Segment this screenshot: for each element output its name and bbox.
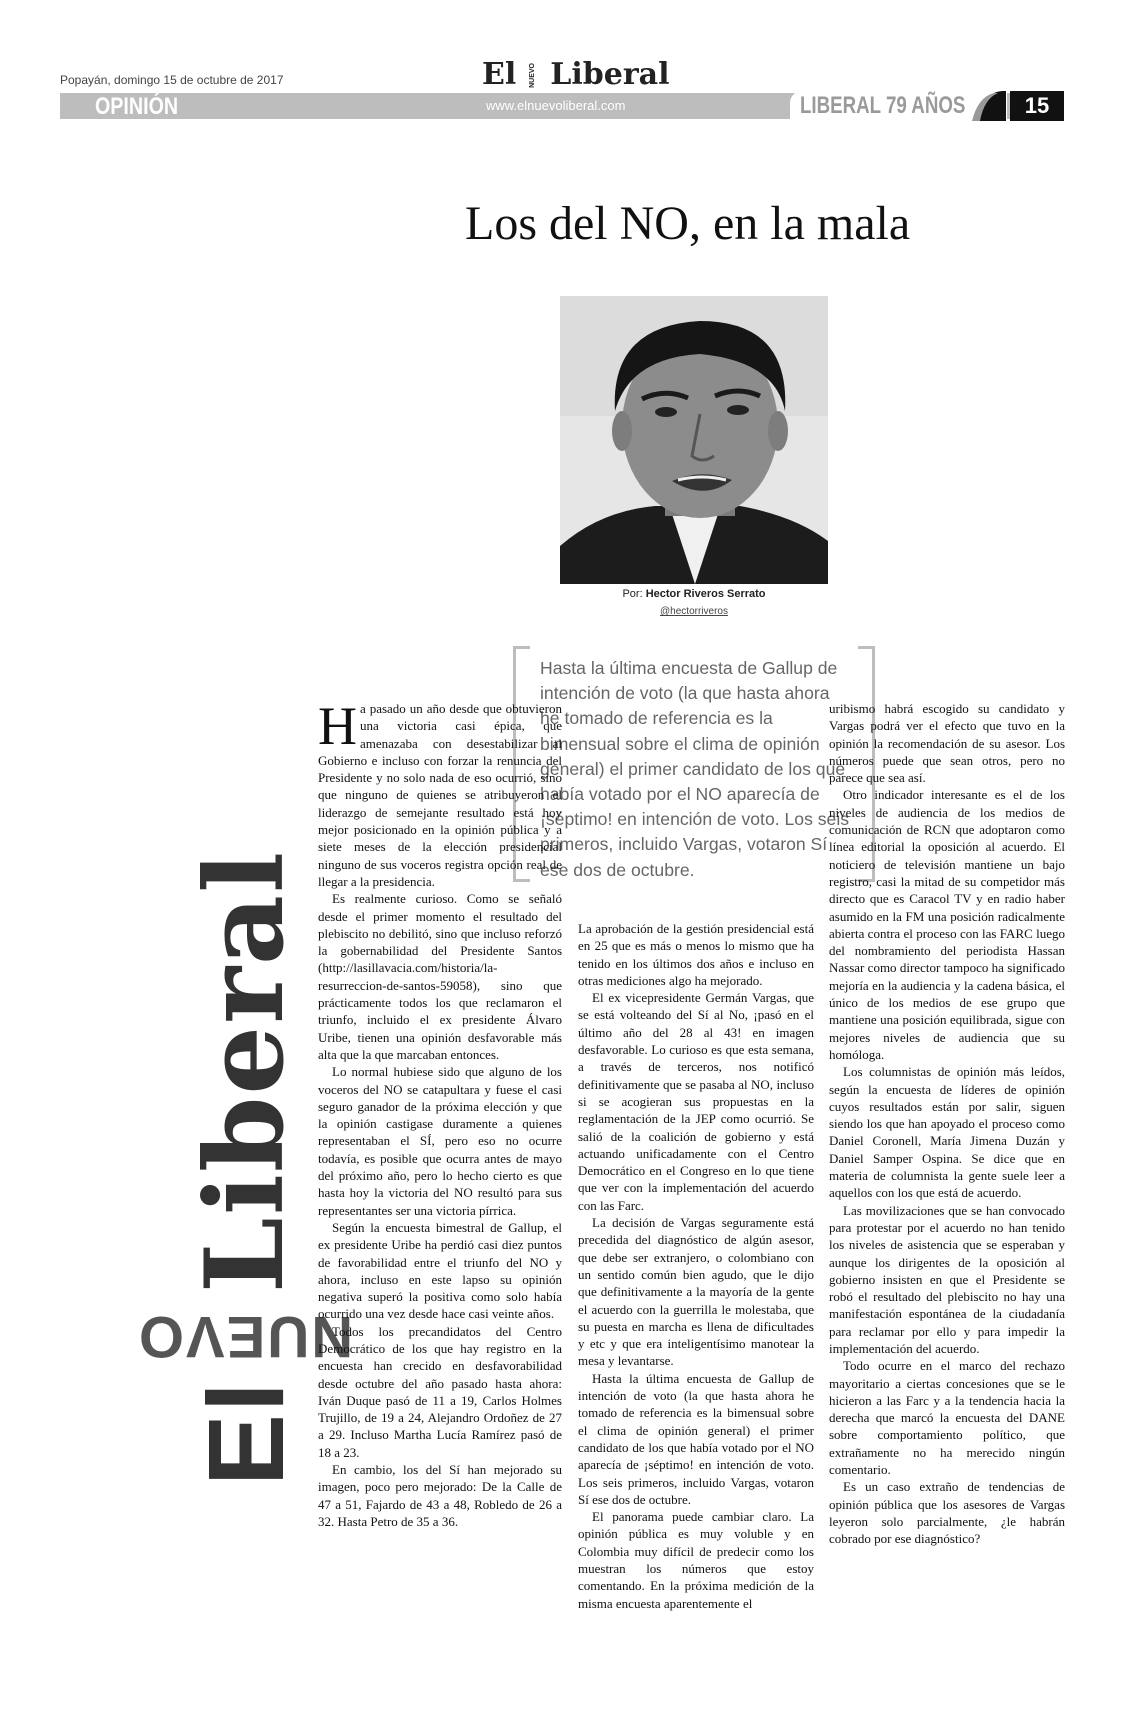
article-column-2 — [578, 920, 814, 1612]
masthead-logo — [482, 56, 669, 90]
paragraph: Todo ocurre en el marco del rechazo mayoritario a ciertas concesiones que se le hicieron a las Farc y a la tendencia hacia la derecha que marcó la encuesta del DANE sobre comportamiento político, que extrañamente no ha merecido ningún comentario. — [829, 1358, 1065, 1478]
paragraph: La decisión de Vargas seguramente está precedida del diagnóstico de algún asesor, que debe ser extranjero, o colombiano con un sentido común bien agudo, que le dijo que definitivamente a la mayoría de la gente el acuerdo con la guerrilla le molestaba, que su puesta en marcha es llena de dificultades y etc y que era inteligentísimo manotear la mesa y levantarse. — [578, 1215, 814, 1369]
vertical-logo-el: El — [184, 1380, 306, 1487]
logo-el: El — [482, 57, 517, 92]
paragraph: El panorama puede cambiar claro. La opinión pública es muy voluble y en Colombia muy difícil de predecir como los muestran los números que estoy comentando. En la próxima medición de la misma encuesta aparentemente el — [578, 1509, 814, 1611]
stripes-icon — [972, 91, 1006, 121]
logo-liberal: Liberal — [550, 57, 670, 92]
logo-nuevo: NUEVO — [529, 63, 537, 88]
vertical-logo-liberal: Liberal — [181, 849, 308, 1294]
website-url[interactable]: www.elnuevoliberal.com — [486, 98, 626, 113]
paragraph: Los columnistas de opinión más leídos, según la encuesta de líderes de opinión cuyos resultados están por salir, siguen siendo los que han apoyado el proceso como Daniel Coronell, María Jimena Duzán y Daniel Samper Ospina. Se dice que en materia de columnista la gente suele leer a aquellos con los que está de acuerdo. — [829, 1064, 1065, 1201]
article-column-3 — [829, 700, 1065, 1548]
vertical-logo-nuevo: NUEVO — [136, 1304, 354, 1370]
paragraph: Hasta la última encuesta de Gallup de intención de voto (la que hasta ahora he tomado de referencia es la bimensual sobre el clima de opinión general) el primer candidato de los que había votado por el NO aparecía de ¡séptimo! en intención de voto. Los seis primeros, incluido Vargas, votaron Sí ese dos de octubre. — [578, 1370, 814, 1507]
article-title: Los del NO, en la mala — [465, 197, 911, 250]
paragraph: Otro indicador interesante es el de los niveles de audiencia de los medios de comunicación de RCN que adoptaron como línea editorial la oposición al acuerdo. El noticiero de televisión mantiene un bajo registro, casi la mitad de su competidor más directo que es Caracol TV y en radio haber asumido en la FM una posición radicalmente abierta contra el proceso con las FARC luego del nombramiento del periodista Hassan Nassar como director tampoco ha significado mejoría en la audiencia y la cadena básica, el único de los medios de ese grupo que mantiene una posición equilibrada, sigue con mejores niveles de audiencia que su homóloga. — [829, 787, 1065, 1062]
paragraph: Las movilizaciones que se han convocado para protestar por el acuerdo no han tenido los niveles de asistencia que se esperaban y aunque los dirigentes de la oposición al gobierno insisten en que el Presidente se robó el resultado del plebiscito no hay una manifestación espontánea de la ciudadanía para reclamar por ello y para impedir la implementación del acuerdo. — [829, 1202, 1065, 1356]
author-portrait-image — [560, 296, 828, 584]
paragraph: uribismo habrá escogido su candidato y Vargas podrá ver el efecto que tuvo en la opinión la recomendación de su asesor. Los números puede que sean otros, pero no parece que sea así. — [829, 701, 1065, 786]
paragraph: Todos los precandidatos del Centro Democrático de los que hay registro en la encuesta han crecido en desfavorabilidad desde octubre del año pasado hasta ahora: Iván Duque pasó de 11 a 19, Carlos Holmes Trujillo, de 19 a 24, Alejandro Ordoñez de 27 a 29. Incluso Martha Lucía Ramírez pasó de 18 a 23. — [318, 1323, 562, 1460]
section-label: OPINIÓN — [95, 93, 179, 120]
drop-cap: H — [318, 696, 357, 756]
article-column-1 — [318, 696, 562, 1530]
pull-quote: Hasta la última encuesta de Gallup de intención de voto (la que hasta ahora he tomado de referencia es la bimensual sobre el clima de opinión general) el primer candidato de los que había votado por el NO aparecía de ¡séptimo! en intención de voto. Los seis primeros, incluido Vargas, votaron Sí ese dos de octubre. — [540, 658, 850, 880]
author-photo — [560, 296, 828, 584]
paragraph: Según la encuesta bimestral de Gallup, el ex presidente Uribe ha perdió casi diez puntos de favorabilidad entre el triunfo del NO y ahora, incluso en este lapso su opinión negativa superó la positiva como solo había ocurrido una vez desde hace casi veinte años. — [318, 1219, 562, 1322]
paragraph: Ha pasado un año desde que obtuvieron una victoria casi épica, que amenazaba con desestabilizar al Gobierno e incluso con forzar la renuncia del Presidente y no solo nada de eso ocurrió, sino que ninguno de quienes se atribuyeron el liderazgo de semejante resultado está hoy mejor posicionado en la opinión pública y a siete meses de la elección presidencial ninguno de sus voceros registra opción real de llegar a la presidencia. — [318, 696, 562, 889]
author-handle[interactable]: @hectorriveros — [660, 606, 728, 617]
paragraph: Es un caso extraño de tendencias de opinión pública que los asesores de Vargas leyeron solo parcialmente, ¿le habrán cobrado por ese diagnóstico? — [829, 1479, 1065, 1547]
paragraph: La aprobación de la gestión presidencial está en 25 que es más o menos lo mismo que ha tenido en los últimos dos años e incluso en otras mediciones algo ha mejorado. — [578, 921, 814, 988]
paragraph: Es realmente curioso. Como se señaló desde el primer momento el resultado del plebiscito no debilitó, sino que incluso reforzó la gobernabilidad del Presidente Santos (http://lasillavacia.com/historia/la-resurreccion-de-santos-59058), sino que prácticamente todos los que reclamaron el triunfo, incluido el ex presidente Álvaro Uribe, tienen una opinión desfavorable más alta que la que marcaban entonces. — [318, 891, 562, 1062]
page-number: 15 — [1010, 91, 1064, 121]
issue-date: Popayán, domingo 15 de octubre de 2017 — [60, 73, 284, 87]
byline — [560, 588, 828, 600]
paragraph: El ex vicepresidente Germán Vargas, que se está volteando del Sí al No, ¡pasó en el último año del 28 al 43! en imagen desfavorable. Lo curioso es que esta semana, a través de terceros, nos notificó definitivamente que se pasaba al NO, incluso si se acogieran sus propuestas en la reglamentación de la JEP como ocurrió. Se salió de la coalición de gobierno y está actuando unificadamente con el Centro Democrático en el Congreso en lo que tiene que ver con la implementación del acuerdo con las Farc. — [578, 990, 814, 1213]
paragraph: Lo normal hubiese sido que alguno de los voceros del NO se catapultara y fuese el casi seguro ganador de la próxima elección y que la opinión castigase duramente a quienes representaban el SÍ, pero eso no ocurre todavía, es posible que ocurra antes de mayo del próximo año, pero lo hecho cierto es que hasta hoy la victoria del NO resultó para sus representantes ser una victoria pírrica. — [318, 1064, 562, 1218]
anniversary-label: LIBERAL 79 AÑOS — [800, 92, 966, 119]
author-name: Hector Riveros Serrato — [645, 588, 766, 600]
paragraph: En cambio, los del Sí han mejorado su imagen, poco pero mejorado: De la Calle de 47 a 51, Fajardo de 43 a 48, Robledo de 26 a 32. Hasta Petro de 35 a 36. — [318, 1462, 562, 1529]
byline-prefix: Por: — [622, 588, 643, 600]
